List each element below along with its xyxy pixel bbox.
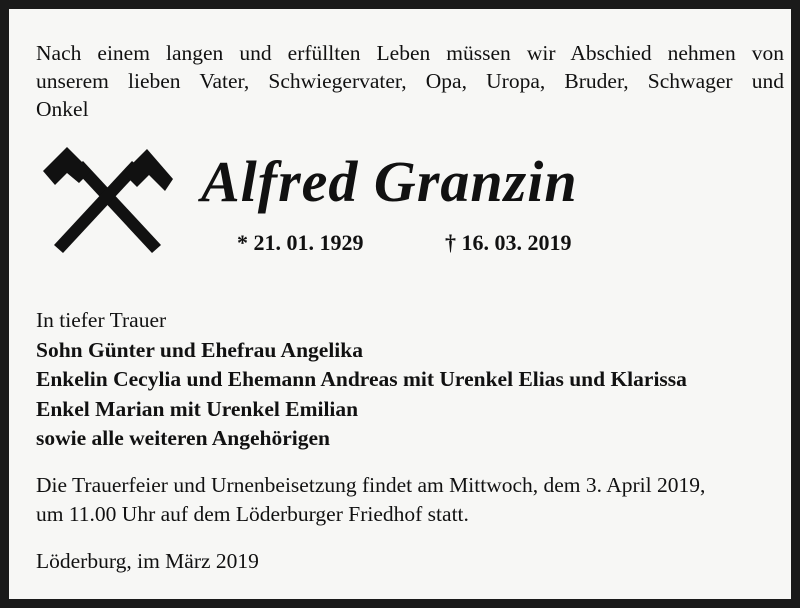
funeral-line-2: um 11.00 Uhr auf dem Löderburger Friedhof statt. [36, 502, 469, 526]
mourner-line: sowie alle weiteren Angehörigen [36, 426, 330, 450]
funeral-line-1: Die Trauerfeier und Urnenbeisetzung findet am Mittwoch, dem 3. April 2019, [36, 473, 706, 497]
intro-line-1: Nach einem langen und erfüllten Leben müssen wir Abschied nehmen von [36, 41, 784, 65]
death-date: † 16. 03. 2019 [445, 230, 572, 255]
mourner-line: Sohn Günter und Ehefrau Angelika [36, 337, 363, 362]
mourners-block [36, 306, 786, 454]
crossed-hammers-icon [39, 141, 175, 259]
intro-text [36, 39, 784, 123]
place-and-date: Löderburg, im März 2019 [36, 549, 259, 573]
mourner-line: Enkelin Cecylia und Ehemann Andreas mit Urenkel Elias und Klarissa [36, 367, 687, 391]
intro-line-2: unserem lieben Vater, Schwiegervater, Opa, Uropa, Bruder, Schwager und [36, 69, 784, 93]
deceased-name: Alfred Granzin [201, 149, 578, 214]
mourner-line: Enkel Marian mit Urenkel Emilian [36, 396, 359, 421]
birth-date: * 21. 01. 1929 [237, 230, 364, 255]
intro-line-3: Onkel [36, 97, 89, 121]
funeral-details [36, 471, 784, 529]
mourning-heading: In tiefer Trauer [36, 308, 167, 332]
